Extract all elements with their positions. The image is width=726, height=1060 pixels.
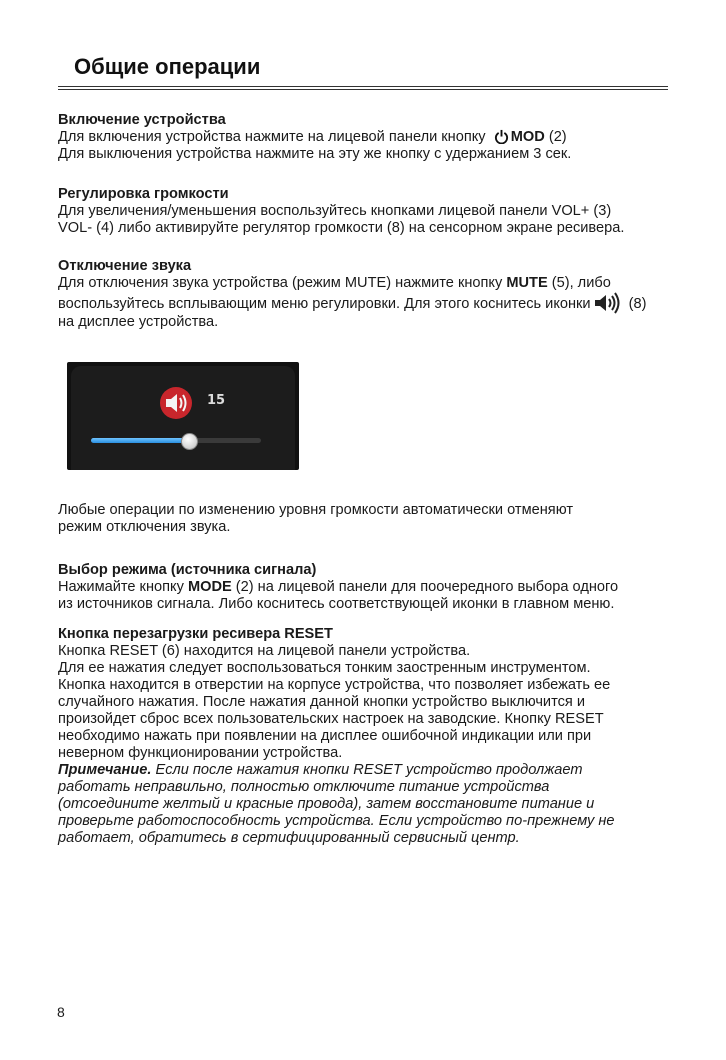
section-volume-line2: VOL- (4) либо активируйте регулятор громкости (8) на сенсорном экране ресивера. [58,220,625,236]
section-volume-heading: Регулировка громкости [58,186,229,202]
reset-line: неверном функционировании устройства. [58,745,343,761]
section-volume-line1: Для увеличения/уменьшения воспользуйтесь кнопками лицевой панели VOL+ (3) [58,203,612,219]
power-icon [494,129,509,144]
volume-note-line1: Любые операции по изменению уровня громкости автоматически отменяют [58,502,574,518]
volume-note-line2: режим отключения звука. [58,519,231,535]
section-mute [58,258,678,331]
section-power [58,112,678,163]
reset-note-line: работает, обратитесь в сертифицированный сервисный центр. [58,830,520,846]
section-power-line1: Для включения устройства нажмите на лицевой панели кнопку MOD (2) [58,129,567,145]
section-mode [58,562,678,613]
volume-slider-thumb[interactable] [181,433,198,450]
volume-popup [67,362,299,470]
section-volume [58,186,678,237]
section-mute-line3: на дисплее устройства. [58,314,219,330]
page-title: Общие операции [74,54,261,79]
page-number: 8 [57,1004,65,1020]
section-mute-heading: Отключение звука [58,258,192,274]
title-divider [58,86,668,90]
reset-note-line: (отсоедините желтый и красные провода), затем восстановите питание и [58,796,595,812]
section-mute-line2: воспользуйтесь всплывающим меню регулировки. Для этого коснитесь иконки (8) [58,292,678,314]
reset-line: Кнопка находится в отверстии на корпусе устройства, что позволяет избежать ее [58,677,611,693]
speaker-icon [593,292,623,314]
section-power-heading: Включение устройства [58,112,226,128]
reset-note-line: проверьте работоспособность устройства. Если устройство по-прежнему не [58,813,615,829]
section-mode-line2: из источников сигнала. Либо коснитесь соответствующей иконки в главном меню. [58,596,615,612]
volume-slider[interactable] [91,438,261,443]
note-label: Примечание. [58,762,152,778]
section-power-line2: Для выключения устройства нажмите на эту же кнопку с удержанием 3 сек. [58,146,572,162]
section-reset [58,626,678,847]
reset-note-line: работать неправильно, полностью отключите питание устройства [58,779,550,795]
volume-value: 15 [207,393,226,408]
mode-key: MODE [187,579,232,595]
mute-key: MUTE [506,275,548,291]
reset-line: произойдет сброс всех пользовательских настроек на заводские. Кнопку RESET [58,711,604,727]
section-mode-heading: Выбор режима (источника сигнала) [58,562,317,578]
volume-slider-fill [91,438,188,443]
section-mode-line1: Нажимайте кнопку MODE (2) на лицевой панели для поочередного выбора одного [58,579,619,595]
reset-line: Кнопка RESET (6) находится на лицевой панели устройства. [58,643,471,659]
section-mute-line1: Для отключения звука устройства (режим MUTE) нажмите кнопку MUTE (5), либо [58,275,611,291]
reset-line: необходимо нажать при появлении на дисплее ошибочной индикации или при [58,728,592,744]
mute-speaker-icon[interactable] [159,386,193,420]
mod-key: MOD [510,129,545,145]
section-volume-note [58,502,678,536]
section-reset-heading: Кнопка перезагрузки ресивера RESET [58,626,333,642]
reset-note-line1: Примечание. Если после нажатия кнопки RESET устройство продолжает [58,762,583,778]
reset-line: Для ее нажатия следует воспользоваться тонким заостренным инструментом. [58,660,591,676]
reset-line: случайного нажатия. После нажатия данной кнопки устройство выключится и [58,694,586,710]
